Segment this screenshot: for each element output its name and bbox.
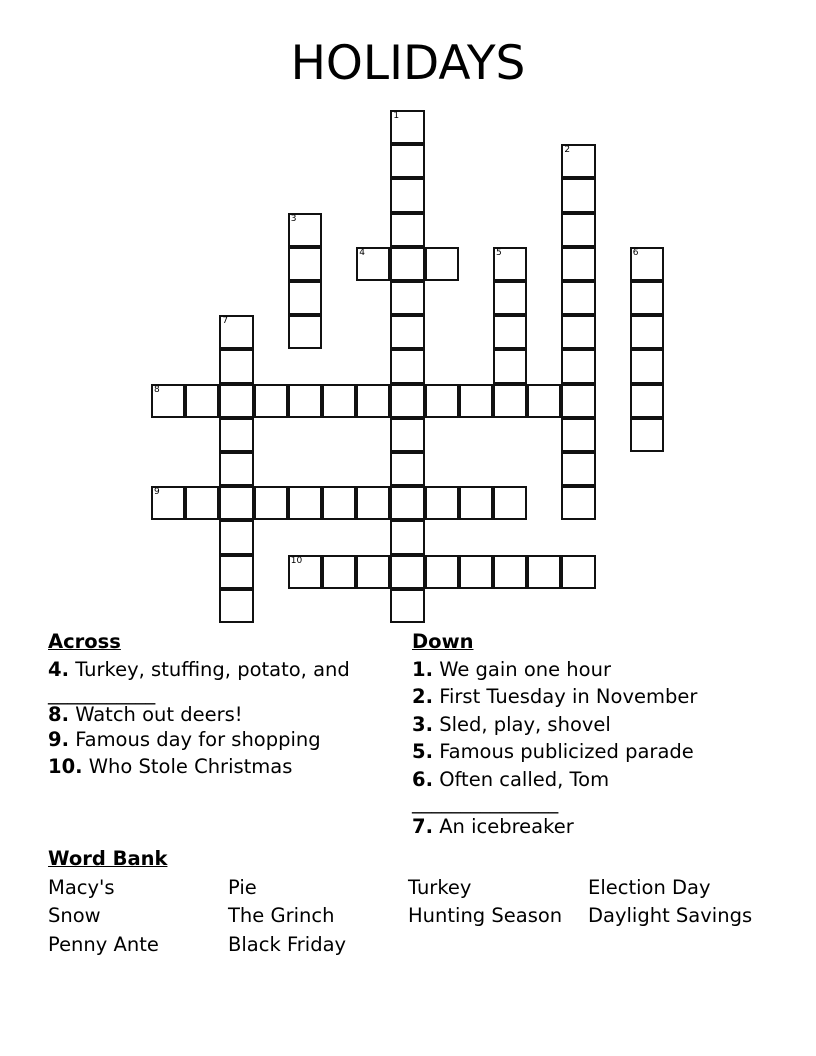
clue-number: 6. (412, 767, 433, 791)
grid-cell[interactable] (288, 486, 322, 520)
grid-cell[interactable] (630, 349, 664, 383)
grid-cell[interactable] (561, 315, 595, 349)
clue-number-label: 1 (393, 111, 400, 121)
grid-cell[interactable] (390, 486, 424, 520)
grid-cell[interactable] (493, 315, 527, 349)
grid-cell[interactable] (390, 452, 424, 486)
grid-cell[interactable] (390, 213, 424, 247)
grid-cell[interactable] (219, 555, 253, 589)
grid-cell[interactable] (561, 418, 595, 452)
grid-cell[interactable] (219, 589, 253, 623)
grid-cell[interactable] (390, 110, 424, 144)
clue-number-label: 5 (496, 247, 502, 258)
clue-number-label: 2 (564, 145, 571, 156)
grid-cell[interactable] (356, 384, 390, 418)
grid-cell[interactable] (390, 384, 424, 418)
grid-cell[interactable] (356, 247, 390, 281)
puzzle-title: HOLIDAYS (290, 36, 526, 91)
clue-number-label: 6 (632, 247, 639, 258)
clue-number-label: 4 (359, 247, 365, 258)
grid-cell[interactable] (288, 281, 322, 315)
clue-number: 8. (48, 703, 69, 726)
grid-cell[interactable] (390, 418, 424, 452)
grid-cell[interactable] (322, 486, 356, 520)
grid-cell[interactable] (288, 555, 322, 589)
down-clue-7 (412, 813, 772, 841)
down-clue-5 (412, 738, 772, 766)
word-bank-item: Hunting Season (408, 904, 563, 927)
word-bank-item: Pie (228, 875, 257, 899)
grid-cell[interactable] (561, 178, 595, 212)
clue-number: 9. (48, 728, 69, 751)
word-bank (48, 845, 788, 959)
grid-cell[interactable] (219, 315, 253, 349)
answer-blank: _______________ (412, 791, 559, 814)
grid-cell[interactable] (561, 144, 595, 178)
grid-cell[interactable] (219, 486, 253, 520)
clue-text: Turkey, stuffing, potato, and (75, 657, 350, 681)
grid-cell[interactable] (254, 486, 288, 520)
across-clue-4-blank (48, 683, 393, 705)
grid-cell[interactable] (288, 315, 322, 349)
grid-cell[interactable] (219, 384, 253, 418)
grid-cell[interactable] (493, 281, 527, 315)
grid-cell[interactable] (425, 384, 459, 418)
answer-blank: ___________ (48, 682, 156, 705)
grid-cell[interactable] (254, 384, 288, 418)
grid-cell[interactable] (322, 384, 356, 418)
word-bank-item: Macy's (48, 875, 115, 899)
word-bank-list (48, 874, 788, 960)
grid-cell[interactable] (390, 247, 424, 281)
clue-number: 2. (412, 685, 433, 708)
grid-cell[interactable] (630, 281, 664, 315)
grid-cell[interactable] (459, 384, 493, 418)
grid-cell[interactable] (185, 486, 219, 520)
grid-cell[interactable] (390, 281, 424, 315)
across-clue-10 (48, 753, 393, 781)
across-heading: Across (48, 630, 121, 653)
grid-cell[interactable] (390, 589, 424, 623)
word-bank-item: Penny Ante (48, 932, 159, 956)
grid-cell[interactable] (561, 555, 595, 589)
clue-text: First Tuesday in November (439, 685, 698, 708)
grid-cell[interactable] (630, 247, 664, 281)
grid-cell[interactable] (561, 213, 595, 247)
word-bank-heading: Word Bank (48, 847, 168, 870)
clue-text: We gain one hour (439, 657, 611, 681)
grid-cell[interactable] (561, 452, 595, 486)
word-bank-item: Black Friday (228, 932, 347, 956)
clue-number: 4. (48, 657, 69, 681)
grid-cell[interactable] (630, 315, 664, 349)
grid-cell[interactable] (459, 486, 493, 520)
grid-cell[interactable] (493, 486, 527, 520)
grid-cell[interactable] (493, 349, 527, 383)
grid-cell[interactable] (151, 384, 185, 418)
grid-cell[interactable] (425, 247, 459, 281)
across-clue-8 (48, 703, 393, 727)
across-clue-4 (48, 656, 393, 684)
grid-cell[interactable] (219, 418, 253, 452)
grid-cell[interactable] (493, 247, 527, 281)
grid-cell[interactable] (322, 555, 356, 589)
grid-cell[interactable] (356, 486, 390, 520)
across-clue-9 (48, 727, 393, 753)
grid-cell[interactable] (390, 520, 424, 554)
grid-cell[interactable] (630, 384, 664, 418)
clue-text: Sled, play, shovel (439, 712, 611, 736)
clue-text: Famous publicized parade (439, 740, 694, 763)
clue-number: 1. (412, 657, 433, 681)
clue-number-label: 10 (290, 555, 303, 566)
clue-number-label: 8 (154, 384, 160, 395)
grid-cell[interactable] (630, 418, 664, 452)
grid-cell[interactable] (561, 247, 595, 281)
down-heading: Down (412, 630, 474, 653)
grid-cell[interactable] (288, 247, 322, 281)
grid-cell[interactable] (425, 555, 459, 589)
grid-cell[interactable] (219, 520, 253, 554)
clue-number: 5. (412, 740, 433, 763)
clue-number-label: 7 (222, 316, 229, 327)
grid-cell[interactable] (390, 555, 424, 589)
word-bank-item: Daylight Savings (588, 904, 753, 927)
grid-cell[interactable] (390, 349, 424, 383)
grid-cell[interactable] (527, 384, 561, 418)
clue-text: An icebreaker (439, 815, 574, 838)
down-clue-1 (412, 656, 772, 684)
clue-text: Watch out deers! (75, 703, 243, 726)
grid-cell[interactable] (356, 555, 390, 589)
word-bank-item: Snow (48, 904, 101, 927)
grid-cell[interactable] (493, 384, 527, 418)
grid-cell[interactable] (561, 281, 595, 315)
clue-text: Famous day for shopping (75, 728, 321, 751)
grid-cell[interactable] (151, 486, 185, 520)
down-clue-6-blank (412, 793, 772, 813)
grid-cell[interactable] (390, 178, 424, 212)
clue-number-label: 3 (290, 213, 297, 224)
grid-cell[interactable] (288, 213, 322, 247)
clue-text: Who Stole Christmas (88, 755, 293, 778)
grid-cell[interactable] (425, 486, 459, 520)
grid-cell[interactable] (527, 555, 561, 589)
grid-cell[interactable] (185, 384, 219, 418)
down-clue-2 (412, 683, 772, 711)
word-bank-item: The Grinch (228, 904, 335, 927)
down-clue-3 (412, 711, 772, 739)
grid-cell[interactable] (219, 349, 253, 383)
grid-cell[interactable] (288, 384, 322, 418)
grid-cell[interactable] (561, 384, 595, 418)
grid-cell[interactable] (561, 349, 595, 383)
across-clues (48, 628, 393, 781)
word-bank-item: Election Day (588, 875, 711, 899)
word-bank-item: Turkey (408, 875, 472, 899)
grid-cell[interactable] (390, 315, 424, 349)
grid-cell[interactable] (390, 144, 424, 178)
grid-cell[interactable] (561, 486, 595, 520)
clue-number-label: 9 (154, 487, 160, 498)
clue-number: 10. (48, 755, 83, 778)
clue-number: 3. (412, 712, 433, 736)
grid-cell[interactable] (219, 452, 253, 486)
clue-number: 7. (412, 815, 433, 838)
down-clues (412, 628, 772, 841)
down-clue-6 (412, 766, 772, 794)
grid-cell[interactable] (459, 555, 493, 589)
clue-text: Often called, Tom (439, 767, 610, 791)
grid-cell[interactable] (493, 555, 527, 589)
